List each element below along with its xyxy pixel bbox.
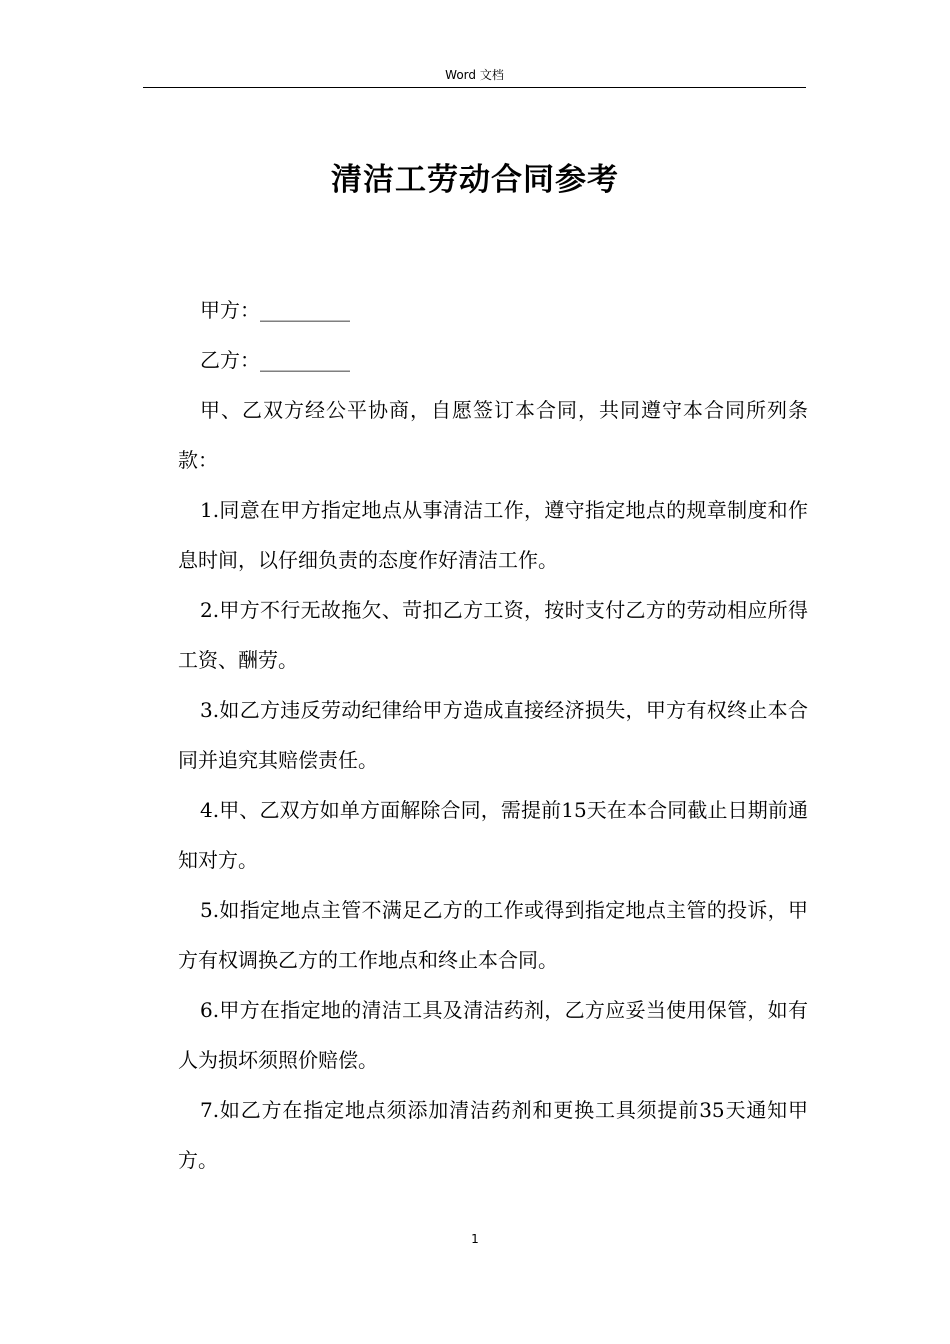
document-title: 清洁工劳动合同参考 xyxy=(331,162,619,198)
party-b-line: 乙方：_________ xyxy=(200,348,350,372)
clause-7: 7.如乙方在指定地点须添加清洁药剂和更换工具须提前35天通知甲方。 xyxy=(178,1098,808,1172)
preamble-paragraph: 甲、乙双方经公平协商，自愿签订本合同，共同遵守本合同所列条款： xyxy=(178,398,808,472)
clause-2: 2.甲方不行无故拖欠、苛扣乙方工资，按时支付乙方的劳动相应所得工资、酬劳。 xyxy=(178,598,808,672)
party-a-line: 甲方：_________ xyxy=(200,298,350,322)
document-body xyxy=(178,285,808,1185)
clause-1: 1.同意在甲方指定地点从事清洁工作，遵守指定地点的规章制度和作息时间，以仔细负责的态度作好清洁工作。 xyxy=(178,498,808,572)
page-number: 1 xyxy=(471,1232,479,1246)
clause-4: 4.甲、乙双方如单方面解除合同，需提前15天在本合同截止日期前通知对方。 xyxy=(178,798,808,872)
header-divider xyxy=(143,87,806,88)
clause-6: 6.甲方在指定地的清洁工具及清洁药剂，乙方应妥当使用保管，如有人为损坏须照价赔偿。 xyxy=(178,998,808,1072)
clause-5: 5.如指定地点主管不满足乙方的工作或得到指定地点主管的投诉，甲方有权调换乙方的工作地点和终止本合同。 xyxy=(178,898,808,972)
page-header: Word 文档 xyxy=(445,68,504,82)
clause-3: 3.如乙方违反劳动纪律给甲方造成直接经济损失，甲方有权终止本合同并追究其赔偿责任。 xyxy=(178,698,808,772)
